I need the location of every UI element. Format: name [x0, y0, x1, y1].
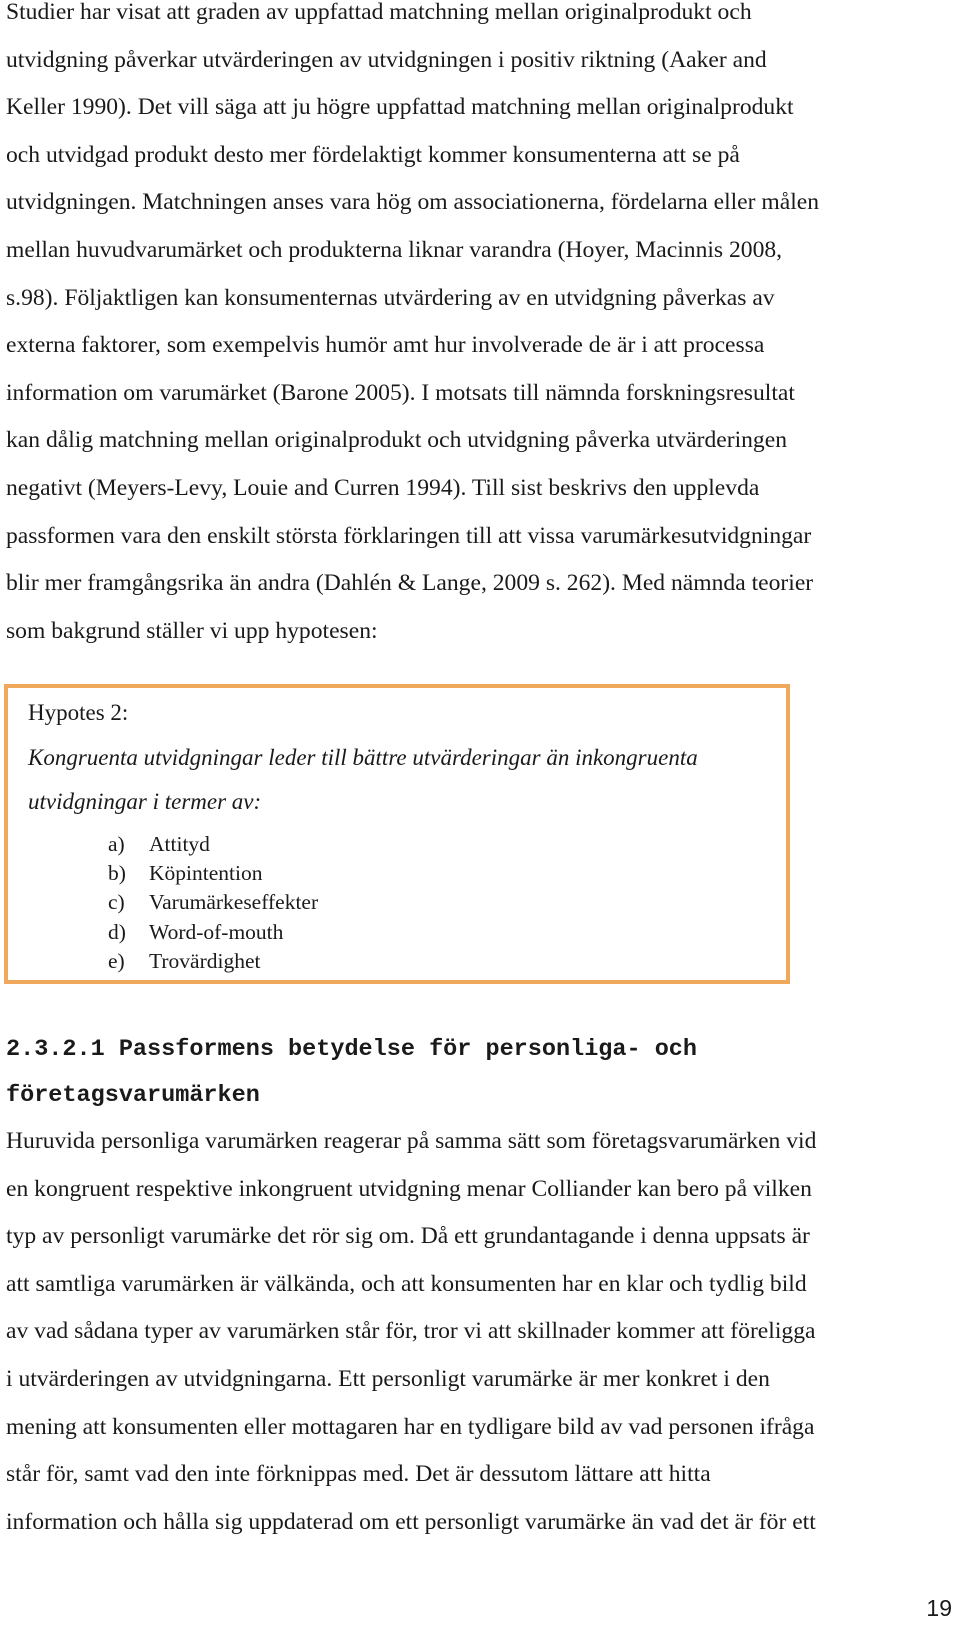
list-item-label: Trovärdighet [149, 948, 261, 973]
text-line: Keller 1990). Det vill säga att ju högre uppfattad matchning mellan originalprodukt [6, 94, 794, 121]
list-item [108, 859, 318, 888]
hypothesis-line: Kongruenta utvidgningar leder till bättre utvärderingar än inkongruenta [28, 745, 698, 770]
text-line: mening att konsumenten eller mottagaren har en tydligare bild av vad personen ifråga [6, 1413, 815, 1440]
list-marker: c) [108, 890, 125, 915]
list-item [108, 830, 318, 859]
list-item [108, 888, 318, 917]
list-item-label: Varumärkeseffekter [149, 890, 319, 915]
list-marker: d) [108, 919, 126, 944]
text-line: blir mer framgångsrika än andra (Dahlén & Lange, 2009 s. 262). Med nämnda teorier [6, 570, 814, 597]
text-line: typ av personligt varumärke det rör sig om. Då ett grundantagande i denna uppsats är [6, 1223, 810, 1250]
list-marker: b) [108, 861, 126, 886]
text-line: att samtliga varumärken är välkända, och att konsumenten har en klar och tydlig bild [6, 1270, 807, 1297]
text-line: negativt (Meyers-Levy, Louie and Curren 1994). Till sist beskrivs den upplevda [6, 474, 760, 501]
body-paragraph-2 [6, 1118, 956, 1546]
heading-line: företagsvarumärken [6, 1082, 260, 1109]
text-line: mellan huvudvarumärket och produkterna liknar varandra (Hoyer, Macinnis 2008, [6, 236, 783, 263]
section-heading [6, 1027, 697, 1119]
list-marker: a) [108, 832, 125, 856]
text-line: kan dålig matchning mellan originalprodukt och utvidgning påverka utvärderingen [6, 427, 788, 454]
hypothesis-line: utvidgningar i termer av: [28, 789, 262, 814]
text-line: Huruvida personliga varumärken reagerar på samma sätt som företagsvarumärken vid [6, 1128, 817, 1154]
body-paragraph-1 [6, 0, 956, 655]
text-line: står för, samt vad den inte förknippas med. Det är dessutom lättare att hitta [6, 1461, 711, 1488]
text-line: utvidgning påverkar utvärderingen av utvidgningen i positiv riktning (Aaker and [6, 46, 767, 73]
list-item [108, 947, 318, 976]
list-item-label: Word-of-mouth [149, 919, 284, 944]
text-line: information om varumärket (Barone 2005). I motsats till nämnda forskningsresultat [6, 379, 795, 406]
text-line: passformen vara den enskilt största förklaringen till att vissa varumärkesutvidgningar [6, 522, 812, 549]
text-line: utvidgningen. Matchningen anses vara hög om associationerna, fördelarna eller målen [6, 189, 820, 216]
text-line: som bakgrund ställer vi upp hypotesen: [6, 617, 378, 644]
heading-line: 2.3.2.1 Passformens betydelse för personliga- och [6, 1036, 698, 1063]
hypothesis-list [108, 830, 318, 976]
text-line: externa faktorer, som exempelvis humör amt hur involverade de är i att processa [6, 332, 765, 359]
text-line: av vad sådana typer av varumärken står för, tror vi att skillnader kommer att föreligga [6, 1318, 816, 1345]
hypothesis-box [4, 684, 790, 984]
text-line: s.98). Följaktligen kan konsumenternas utvärdering av en utvidgning påverkas av [6, 284, 775, 311]
text-line: i utvärderingen av utvidgningarna. Ett personligt varumärke är mer konkret i den [6, 1365, 770, 1392]
list-item-label: Köpintention [149, 861, 263, 886]
text-line: information och hålla sig uppdaterad om ett personligt varumärke än vad det är för ett [6, 1508, 816, 1535]
page-number: 19 [926, 1595, 952, 1621]
text-line: Studier har visat att graden av uppfattad matchning mellan originalprodukt och [6, 0, 752, 25]
text-line: och utvidgad produkt desto mer fördelaktigt kommer konsumenterna att se på [6, 141, 740, 168]
text-line: en kongruent respektive inkongruent utvidgning menar Colliander kan bero på vilken [6, 1175, 812, 1202]
list-item [108, 918, 318, 947]
hypothesis-title: Hypotes 2: [28, 700, 129, 725]
list-item-label: Attityd [149, 832, 210, 856]
list-marker: e) [108, 948, 125, 973]
hypothesis-statement [28, 736, 698, 824]
